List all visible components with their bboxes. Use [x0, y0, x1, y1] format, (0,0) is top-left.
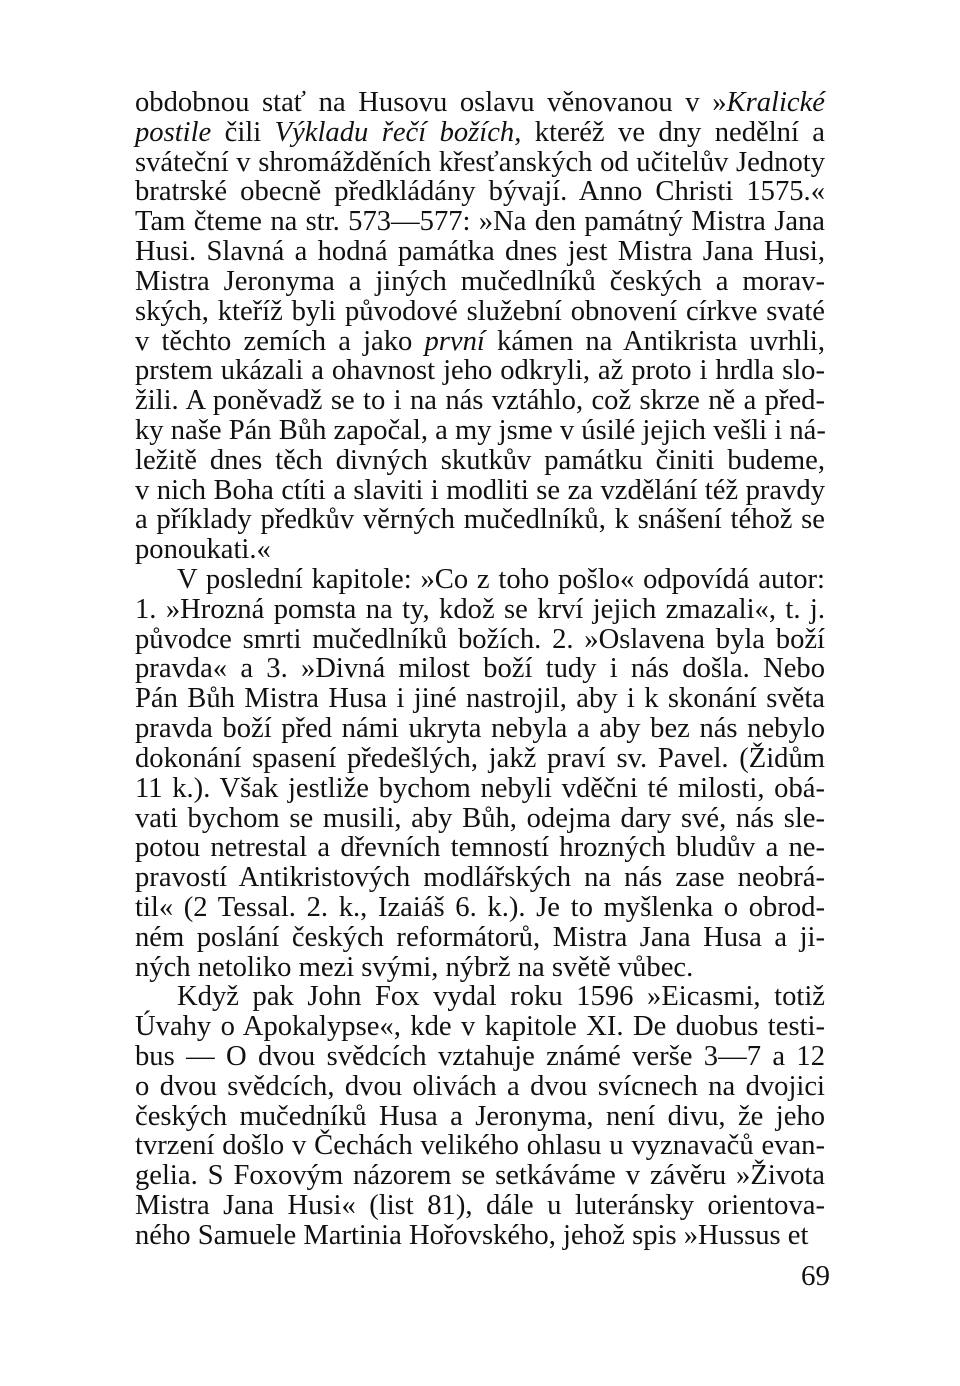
text-run: původce smrti mučedlníků božích. 2. »Oslavena byla boží [135, 623, 825, 655]
text-line [135, 744, 825, 774]
text-line [135, 595, 825, 625]
text-run: ležitě dnes těch divných skutkův památku činiti budeme, [135, 444, 825, 476]
text-line [135, 565, 825, 595]
text-run: vati bychom se musili, aby Bůh, odejma dary své, nás sle- [135, 802, 825, 834]
text-run: prstem ukázali a ohavnost jeho odkryli, až proto i hrdla slo- [135, 355, 825, 387]
text-line [135, 327, 825, 357]
text-line [135, 654, 825, 684]
text-run: V poslední kapitole: »Co z toho pošlo« odpovídá autor: [177, 564, 825, 595]
text-line [135, 774, 825, 804]
text-line [135, 833, 825, 863]
text-line [135, 1221, 825, 1251]
text-line [135, 1161, 825, 1191]
text-run: a příklady předkův věrných mučedlníků, k snášení téhož se [135, 504, 825, 536]
text-run: v těchto zemích a jako [135, 325, 425, 357]
text-run: til« (2 Tessal. 2. k., Izaiáš 6. k.). Je to myšlenka o obrod- [135, 891, 825, 923]
text-line [135, 148, 825, 178]
text-line [135, 356, 825, 386]
text-line [135, 237, 825, 267]
text-line [135, 177, 825, 207]
text-run: sváteční v shromážděních křesťanských od učitelův Jednoty [135, 146, 825, 178]
text-line [135, 535, 825, 565]
text-line [135, 804, 825, 834]
text-line [135, 1131, 825, 1161]
text-line [135, 923, 825, 953]
text-line [135, 1042, 825, 1072]
text-line [135, 863, 825, 893]
text-run: pravda« a 3. »Divná milost boží tudy i nás došla. Nebo [135, 653, 825, 685]
text-run: ného Samuele Martinia Hořovského, jehož spis »Hussus et [135, 1219, 809, 1251]
body-text [135, 88, 825, 1251]
text-line [135, 267, 825, 297]
text-run: Mistra Jeronyma a jiných mučedlníků českých a morav- [135, 265, 825, 297]
text-run: bus — O dvou svědcích vztahuje známé verše 3—7 a 12 [135, 1041, 825, 1072]
text-line [135, 505, 825, 535]
text-run: kámen na Antikrista uvrhli, [484, 325, 825, 357]
text-line [135, 1191, 825, 1221]
text-run: Když pak John Fox vydal roku 1596 »Eicasmi, totiž [177, 981, 825, 1013]
text-line [135, 118, 825, 148]
text-run: bratrské obecně předkládány bývají. Anno Christi 1575.« [135, 176, 825, 208]
text-line [135, 207, 825, 237]
text-run: Husi. Slavná a hodná památka dnes jest Mistra Jana Husi, [135, 236, 825, 268]
text-line [135, 1102, 825, 1132]
italic-text-run: Kralické [726, 87, 825, 118]
text-run: kteréž ve dny nedělní a [521, 116, 825, 148]
text-run: 11 k.). Však jestliže bychom nebyli vděčni té milosti, obá- [135, 772, 825, 804]
text-line [135, 893, 825, 923]
text-run: pravostí Antikristových modlářských na nás zase neobrá- [135, 862, 825, 894]
text-run: ných netoliko mezi svými, nýbrž na světě vůbec. [135, 951, 694, 983]
text-line [135, 386, 825, 416]
text-run: ponoukati.« [135, 534, 271, 566]
text-run: o dvou svědcích, dvou olivách a dvou svícnech na dvojici [135, 1070, 825, 1102]
text-line [135, 714, 825, 744]
text-line [135, 953, 825, 983]
text-line [135, 446, 825, 476]
text-run: ky naše Pán Bůh započal, a my jsme v úsilé jejich vešli i ná- [135, 414, 826, 446]
text-line [135, 297, 825, 327]
text-run: tvrzení došlo v Čechách velikého ohlasu u vyznavačů evan- [135, 1130, 825, 1162]
text-run: potou netrestal a dřevních temností hrozných bludův a ne- [135, 832, 825, 864]
text-line [135, 982, 825, 1012]
text-run: v nich Boha ctíti a slaviti i modliti se za vzdělání též pravdy [135, 474, 825, 506]
text-run: Pán Bůh Mistra Husa i jiné nastrojil, aby i k skonání světa [135, 683, 825, 715]
text-run: ských, kteříž byli původové služební obnovení církve svaté [135, 295, 825, 327]
page-number: 69 [801, 1260, 830, 1292]
italic-text-run: první [424, 325, 485, 357]
text-line [135, 476, 825, 506]
text-run: Mistra Jana Husi« (list 81), dále u luteránsky orientova- [135, 1190, 825, 1222]
text-run: Úvahy o Apokalypse«, kde v kapitole XI. De duobus testi- [135, 1011, 825, 1043]
italic-text-run: Výkladu řečí božích, [274, 116, 522, 148]
text-line [135, 88, 825, 118]
text-line [135, 625, 825, 655]
text-run: Tam čteme na str. 573—577: »Na den památný Mistra Jana [135, 206, 825, 238]
text-run: českých mučedníků Husa a Jeronyma, není divu, že jeho [135, 1100, 825, 1132]
text-line [135, 684, 825, 714]
text-run: gelia. S Foxovým názorem se setkáváme v závěru »Života [135, 1160, 825, 1192]
text-run: ném poslání českých reformátorů, Mistra Jana Husa a ji- [135, 921, 825, 953]
text-run: žili. A poněvadž se to i na nás vztáhlo, což skrze ně a před- [135, 385, 825, 417]
text-line [135, 416, 825, 446]
text-run: dokonání spasení předešlých, jakž praví sv. Pavel. (Židům [135, 742, 825, 774]
italic-text-run: postile [135, 116, 212, 148]
text-run: 1. »Hrozná pomsta na ty, kdož se krví jejich zmazali«, t. j. [135, 593, 825, 625]
text-run: pravda boží před námi ukryta nebyla a aby bez nás nebylo [135, 713, 825, 745]
text-run: čili [211, 116, 275, 148]
text-line [135, 1072, 825, 1102]
text-run: obdobnou stať na Husovu oslavu věnovanou v » [135, 87, 727, 118]
text-line [135, 1012, 825, 1042]
